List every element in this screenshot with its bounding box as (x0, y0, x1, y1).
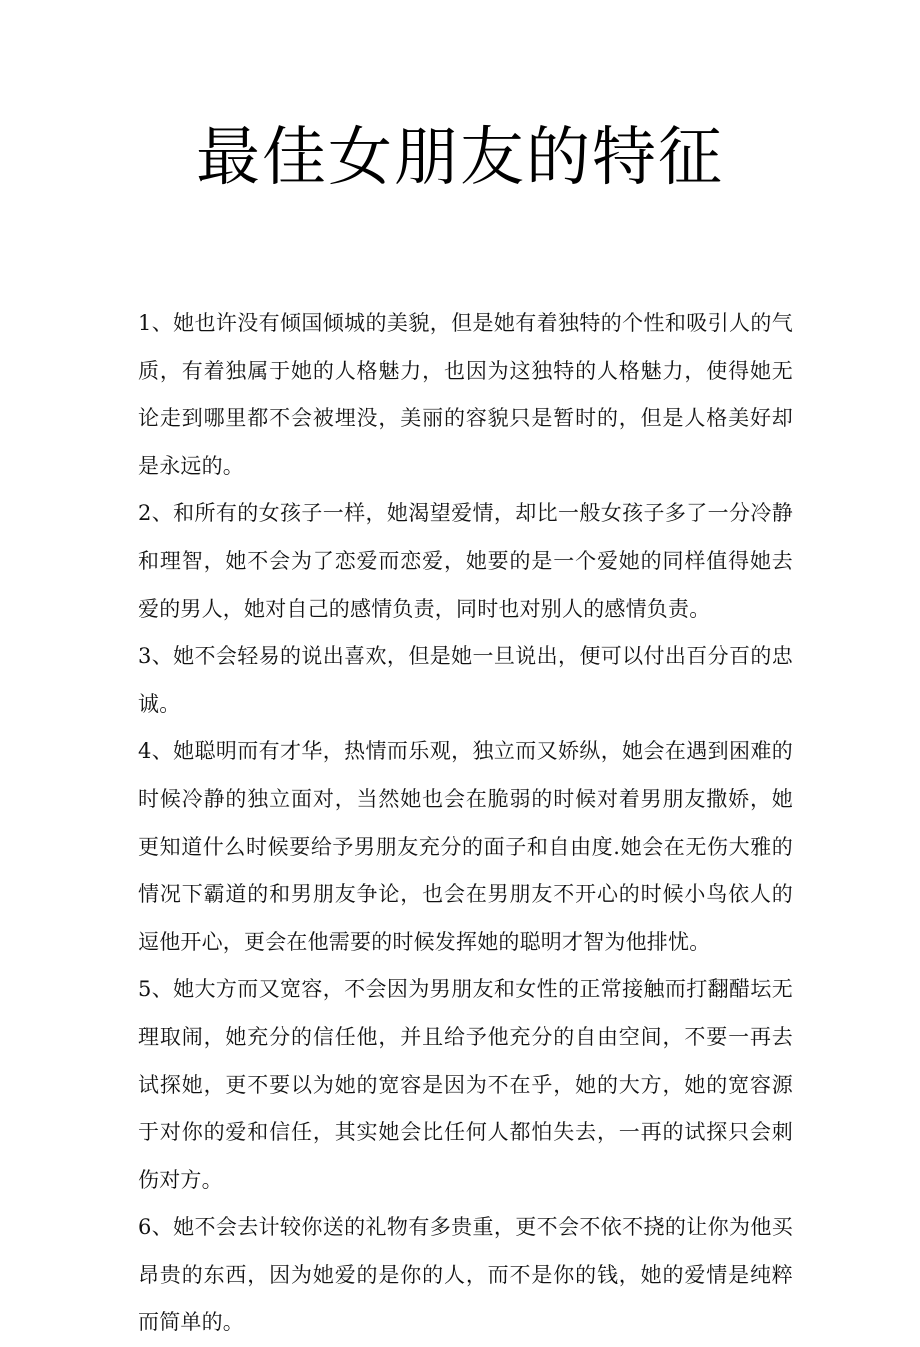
paragraph-6: 6、她不会去计较你送的礼物有多贵重，更不会不依不挠的让你为他买昂贵的东西，因为她爱的是你的人，而不是你的钱，她的爱情是纯粹而简单的。 (138, 1215, 793, 1335)
paragraph-3: 3、她不会轻易的说出喜欢，但是她一旦说出，便可以付出百分百的忠诚。 (138, 644, 793, 716)
article-body (138, 300, 793, 1347)
paragraph-2: 2、和所有的女孩子一样，她渴望爱情，却比一般女孩子多了一分冷静和理智，她不会为了恋爱而恋爱，她要的是一个爱她的同样值得她去爱的男人，她对自己的感情负责，同时也对别人的感情负责。 (138, 501, 793, 621)
paragraph-5: 5、她大方而又宽容，不会因为男朋友和女性的正常接触而打翻醋坛无理取闹，她充分的信任他，并且给予他充分的自由空间，不要一再去试探她，更不要以为她的宽容是因为不在乎，她的大方，她的宽容源于对你的爱和信任，其实她会比任何人都怕失去，一再的试探只会刺伤对方。 (138, 977, 793, 1192)
paragraph-4: 4、她聪明而有才华，热情而乐观，独立而又娇纵，她会在遇到困难的时候冷静的独立面对，当然她也会在脆弱的时候对着男朋友撒娇，她更知道什么时候要给予男朋友充分的面子和自由度.她会在无伤大雅的情况下霸道的和男朋友争论，也会在男朋友不开心的时候小鸟依人的逗他开心，更会在他需要的时候发挥她的聪明才智为他排忧。 (138, 739, 793, 954)
page-title: 最佳女朋友的特征 (196, 121, 724, 195)
paragraph-1: 1、她也许没有倾国倾城的美貌，但是她有着独特的个性和吸引人的气质，有着独属于她的人格魅力，也因为这独特的人格魅力，使得她无论走到哪里都不会被埋没，美丽的容貌只是暂时的，但是人格美好却是永远的。 (138, 311, 793, 478)
